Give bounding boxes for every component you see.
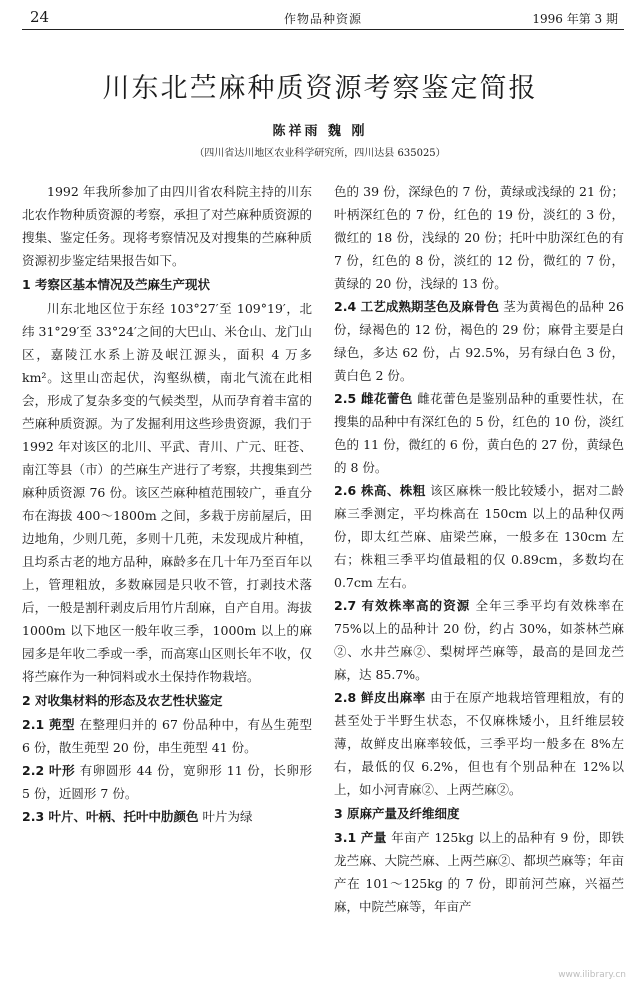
subsection-2-7-label: 2.7 有效株率高的资源 — [334, 598, 471, 613]
article-title: 川东北苎麻种质资源考察鉴定简报 — [102, 73, 538, 104]
page-number: 24 — [30, 8, 50, 26]
subsection-2-4 — [334, 295, 624, 387]
section-1-heading: 1 考察区基本情况及苎麻生产现状 — [22, 277, 211, 292]
subsection-2-7 — [334, 594, 624, 686]
running-header — [22, 6, 624, 30]
subsection-2-3-label: 2.3 叶片、叶柄、托叶中肋颜色 — [22, 809, 199, 824]
journal-name: 作物品种资源 — [283, 12, 362, 26]
subsection-2-2-label: 2.2 叶形 — [22, 763, 76, 778]
subsection-2-1-label: 2.1 蔸型 — [22, 717, 76, 732]
site-watermark: www.ilibrary.cn — [558, 970, 626, 980]
subsection-3-1 — [334, 826, 624, 918]
subsection-2-6 — [334, 479, 624, 594]
subsection-2-1 — [22, 713, 312, 759]
subsection-2-4-label: 2.4 工艺成熟期茎色及麻骨色 — [334, 299, 500, 314]
section-1-paragraph: 川东北地区位于东经 103°27′至 109°19′，北纬 31°29′至 33°24′之间的大巴山、米仓山、龙门山区，嘉陵江水系上游及岷江源头，面积 4 万多 km²。这里山峦起伏，沟壑纵横，南北气流在此相会，形成了复杂多变的气候类型，从而孕育着丰富的苎麻种质资源。为了发掘利用这些珍贵资源，我们于 1992 年对该区的北川、平武、青川、广元、旺苍、南江等县（市）的苎麻生产进行了考察，共搜集到苎麻种质资源 76 份。该区苎麻种植范围较广，垂直分布在海拔 400～1800m 之间，多栽于房前屋后，田边地角，少则几蔸，多则十几蔸，未发现成片种植，且均系古老的地方品种，麻龄多在几十年乃至百年以上，管理粗放，多数麻园是只收不管，打剥技术落后，一般是割秆剥皮后用竹片刮麻，自产自用。海拔 1000m 以下地区一般年收三季，1000m 以上的麻园多是年收二季或一季，而高寒山区则长年不收，仅将苎麻作为一种饲料或水土保持作物栽培。 — [22, 301, 312, 684]
article-affiliation: （四川省达川地区农业科学研究所，四川达县 635025） — [194, 148, 446, 159]
subsection-2-2-text: 有卵圆形 44 份，宽卵形 11 份，长卵形 5 份，近圆形 7 份。 — [22, 763, 312, 801]
subsection-2-3-text: 叶片为绿 — [202, 809, 253, 824]
subsection-3-1-label: 3.1 产量 — [334, 830, 387, 845]
intro-paragraph: 1992 年我所参加了由四川省农科院主持的川东北农作物种质资源的考察，承担了对苎麻种质资源的搜集、鉴定任务。现将考察情况及对搜集的苎麻种质资源初步鉴定结果报告如下。 — [22, 184, 312, 268]
subsection-2-7-text: 全年三季平均有效株率在 75%以上的品种计 20 份，约占 30%，如茶林苎麻②、水井苎麻②、梨树坪苎麻等，最高的是回龙苎麻，达 85.7%。 — [334, 598, 624, 682]
right-column — [334, 180, 624, 918]
subsection-2-4-text: 茎为黄褐色的品种 26 份，绿褐色的 12 份，褐色的 29 份；麻骨主要是白绿色，多达 62 份，占 92.5%，另有绿白色 3 份，黄白色 2 份。 — [334, 299, 624, 383]
left-column — [22, 180, 312, 828]
issue-label: 1996 年第 3 期 — [532, 12, 618, 26]
subsection-2-2 — [22, 759, 312, 805]
subsection-3-1-text: 年亩产 125kg 以上的品种有 9 份，即铁龙苎麻、大院苎麻、上两苎麻②、都坝苎麻等；年亩产在 101～125kg 的 7 份，即前河苎麻，兴福苎麻，中院苎麻等，年亩产 — [334, 830, 624, 914]
subsection-2-5-text: 雌花蕾色是鉴别品种的重要性状，在搜集的品种中有深红色的 5 份，红色的 10 份，淡红色的 11 份，微红的 6 份，黄白色的 27 份，黄绿色的 8 份。 — [334, 391, 624, 475]
section-2-heading: 2 对收集材料的形态及农艺性状鉴定 — [22, 693, 223, 708]
subsection-2-8 — [334, 686, 624, 801]
subsection-2-6-text: 该区麻株一般比较矮小，据对二龄麻三季测定，平均株高在 150cm 以上的品种仅两份，即太红苎麻、庙梁苎麻，一般多在 130cm 左右；株粗三季平均值最粗的仅 0.89cm，多数均在 0.7cm 左右。 — [334, 483, 624, 590]
subsection-2-1-text: 在整理归并的 67 份品种中，有丛生蔸型 6 份，散生蔸型 20 份，串生蔸型 41 份。 — [22, 717, 312, 755]
subsection-2-8-text: 由于在原产地栽培管理粗放，有的甚至处于半野生状态，不仅麻株矮小，且纤维层较薄，故鲜皮出麻率较低，三季平均一般多在 8%左右，最低的仅 6.2%，但也有个别品种在 12%以上，如小河青麻②、上两苎麻②。 — [334, 690, 624, 797]
subsection-2-3 — [22, 805, 312, 828]
article-authors: 陈祥雨 魏 刚 — [272, 124, 368, 139]
subsection-2-8-label: 2.8 鲜皮出麻率 — [334, 690, 426, 705]
subsection-2-5-label: 2.5 雌花蕾色 — [334, 391, 413, 406]
section-3-heading: 3 原麻产量及纤维细度 — [334, 806, 460, 821]
subsection-2-6-label: 2.6 株高、株粗 — [334, 483, 426, 498]
subsection-2-3-continued: 色的 39 份，深绿色的 7 份，黄绿或浅绿的 21 份；叶柄深红色的 7 份，红色的 19 份，淡红的 3 份，微红的 18 份，浅绿的 20 份；托叶中肋深红色的有 7 份，红色的 8 份，淡红的 12 份，微红的 7 份，黄绿的 20 份，浅绿的 13 份。 — [334, 184, 624, 291]
subsection-2-5 — [334, 387, 624, 479]
